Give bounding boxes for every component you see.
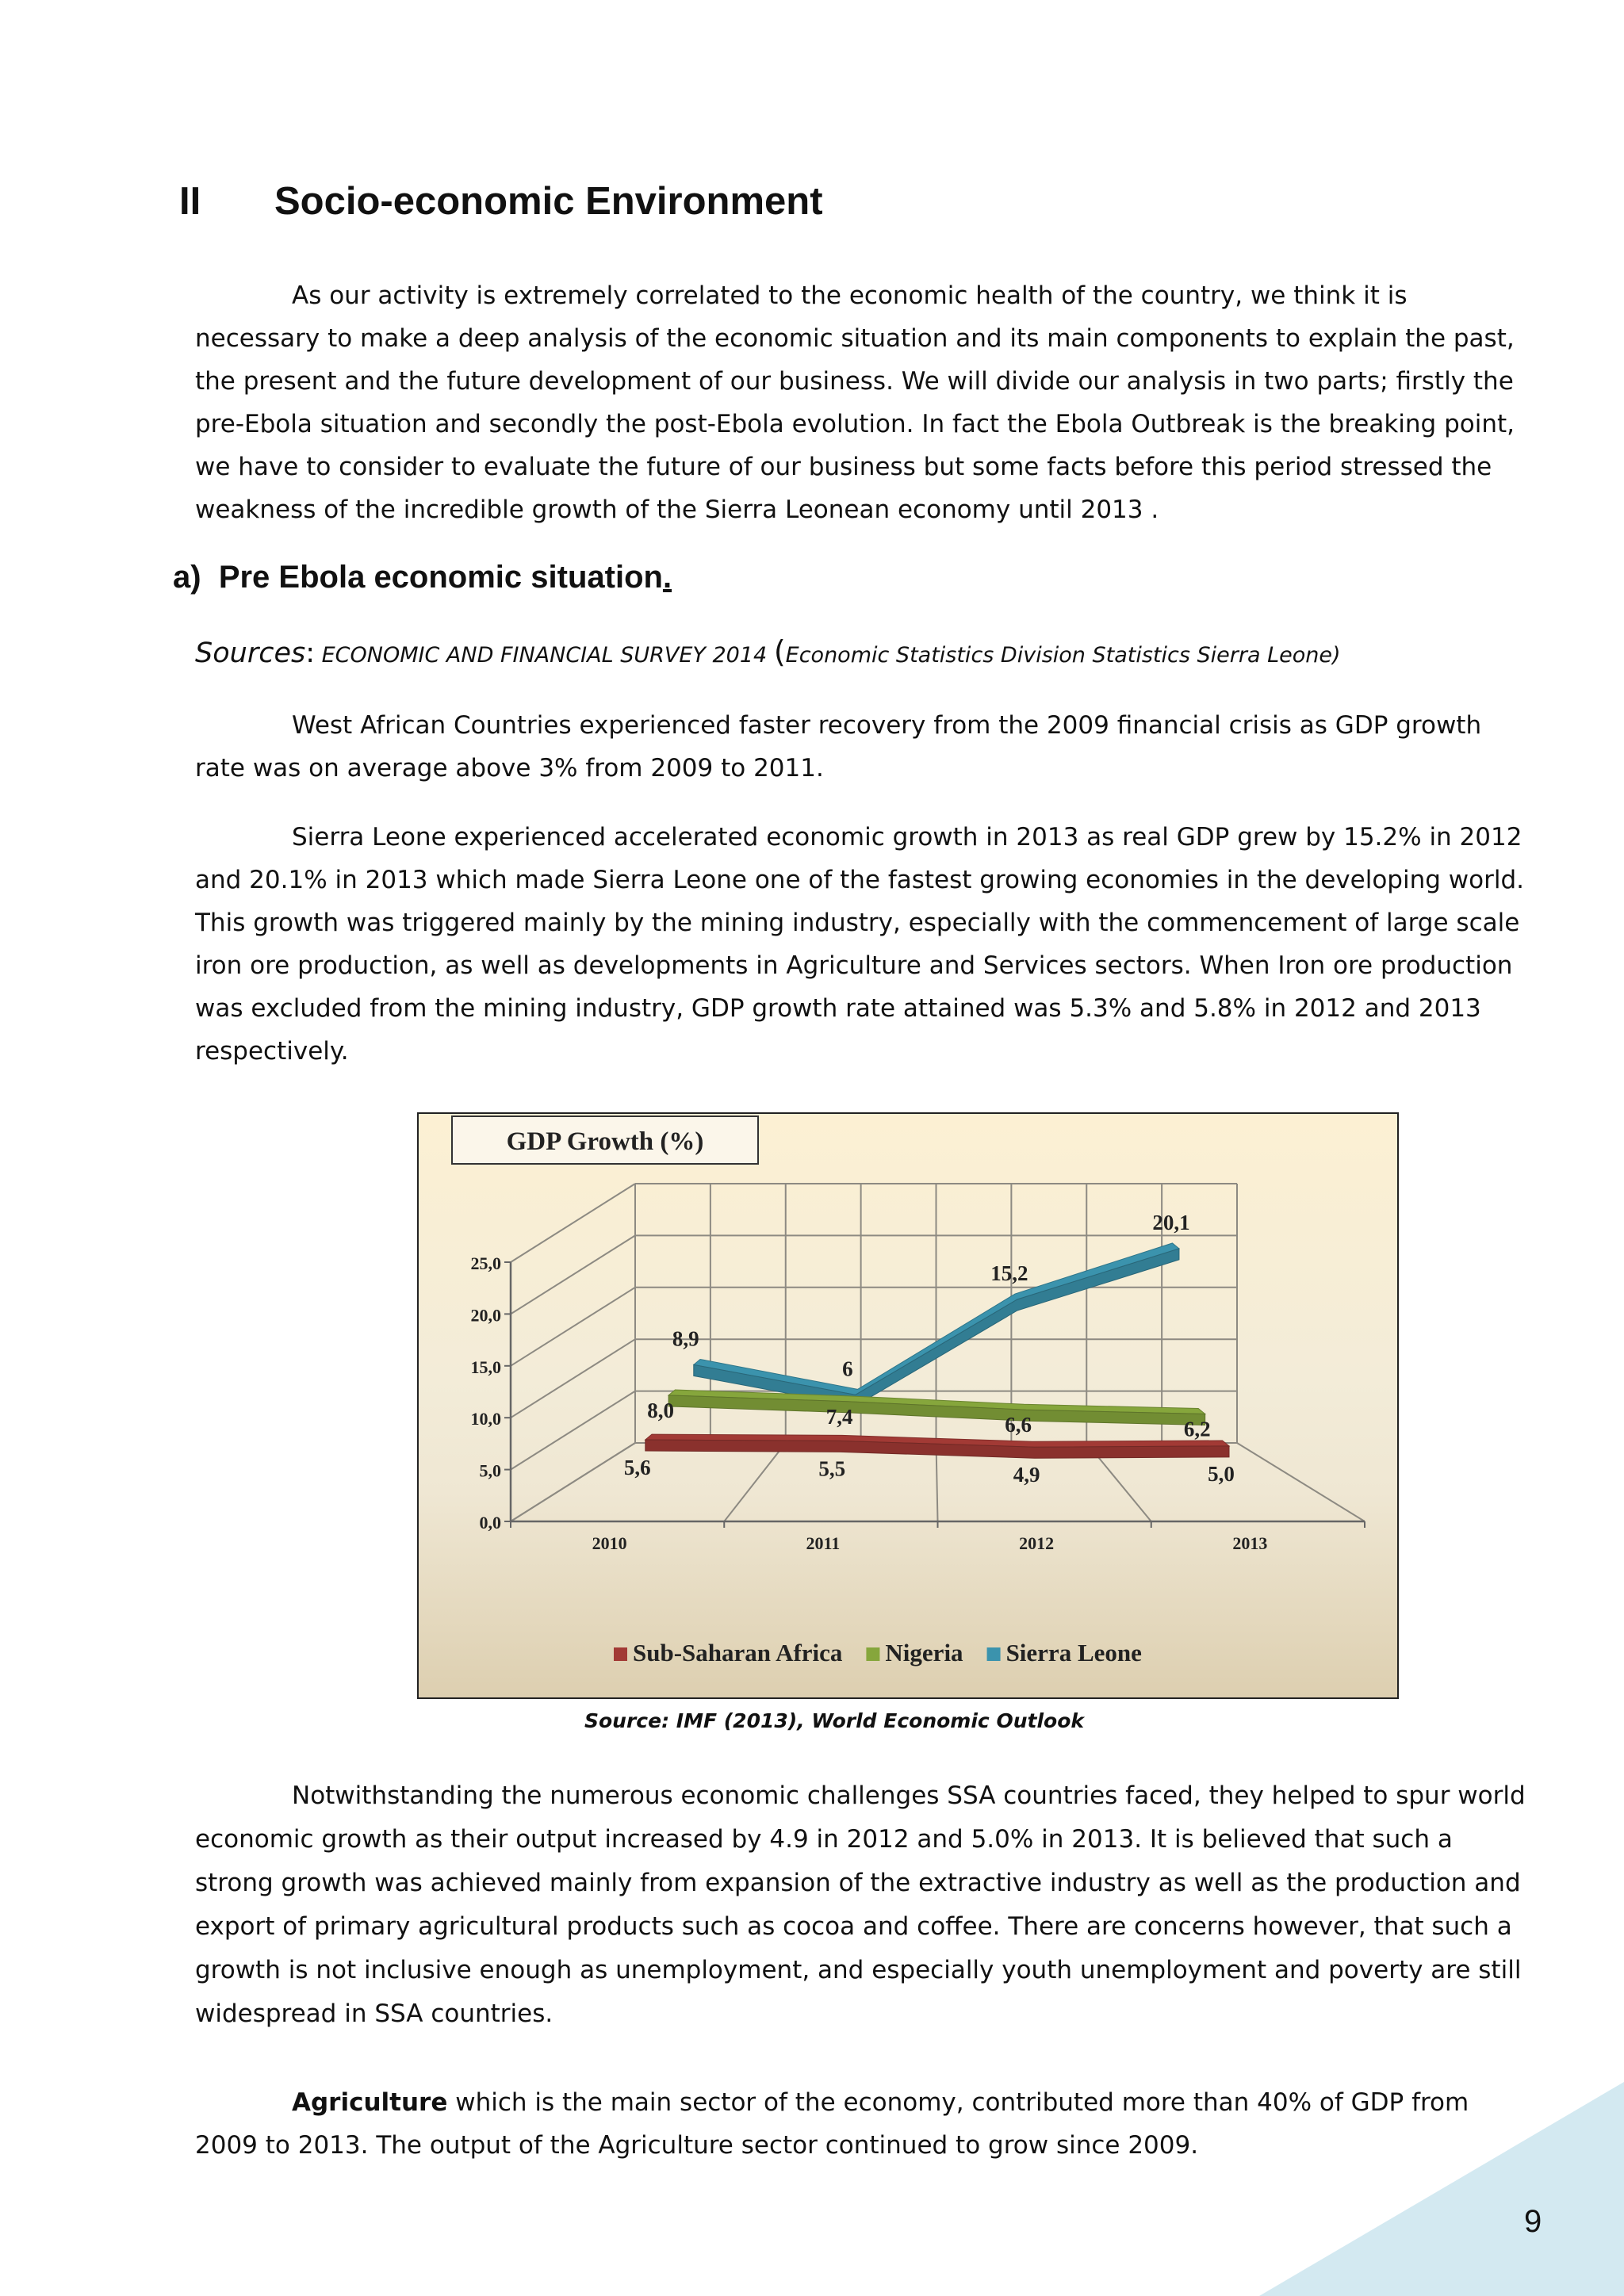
chart-title: GDP Growth (%) bbox=[506, 1127, 704, 1156]
gridline-floor bbox=[511, 1443, 635, 1521]
section-number: II bbox=[179, 180, 201, 223]
gridline-side bbox=[511, 1339, 635, 1418]
data-label: 5,6 bbox=[623, 1456, 651, 1480]
gridline-side bbox=[511, 1184, 635, 1262]
data-label: 8,9 bbox=[672, 1326, 699, 1351]
gridline-side bbox=[511, 1391, 635, 1470]
chart-svg bbox=[419, 1114, 1400, 1701]
page-number: 9 bbox=[1524, 2204, 1542, 2239]
gridline-floor bbox=[724, 1443, 786, 1521]
chart-source: Source: IMF (2013), World Economic Outlook bbox=[584, 1709, 1084, 1732]
agriculture-paragraph bbox=[195, 2081, 1527, 2167]
west-africa-text: West African Countries experienced faster recovery from the 2009 financial crisis as GDP growth rate was on average above 3% from 2009 to 2011. bbox=[195, 711, 1482, 783]
data-label: 6,6 bbox=[1005, 1413, 1032, 1437]
data-label: 6,2 bbox=[1183, 1417, 1211, 1441]
data-label: 4,9 bbox=[1013, 1463, 1040, 1487]
sources-survey: ECONOMIC AND FINANCIAL SURVEY 2014 bbox=[321, 643, 768, 668]
gridline-floor bbox=[1237, 1443, 1365, 1521]
y-tick-label: 5,0 bbox=[479, 1460, 501, 1481]
x-tick-label: 2011 bbox=[806, 1533, 841, 1553]
subsection-marker: a) bbox=[173, 560, 201, 595]
sources-division: Economic Statistics Division Statistics Sierra Leone) bbox=[785, 643, 1341, 668]
gridline-side bbox=[511, 1288, 635, 1366]
data-label: 20,1 bbox=[1152, 1210, 1190, 1234]
gridline-side bbox=[511, 1235, 635, 1314]
data-label: 5,0 bbox=[1208, 1461, 1235, 1486]
gdp-growth-chart bbox=[417, 1112, 1399, 1699]
y-tick-label: 0,0 bbox=[479, 1513, 501, 1533]
ssa-text: Notwithstanding the numerous economic challenges SSA countries faced, they helped to spur world economic growth as their output increased by 4.9 in 2012 and 5.0% in 2013. It is believed that such a strong growth was achieved mainly from expansion of the extractive industry as well as the production and export of primary agricultural products such as cocoa and coffee. There are concerns however, that such a growth is not inclusive enough as unemployment, and especially youth unemployment and poverty are still widespread in SSA countries. bbox=[195, 1781, 1526, 2028]
sources-label: Sources bbox=[195, 637, 306, 669]
legend-label: Sub-Saharan Africa bbox=[633, 1639, 843, 1667]
sources-paren: ( bbox=[773, 634, 786, 669]
west-africa-paragraph bbox=[195, 704, 1527, 790]
legend-label: Sierra Leone bbox=[1005, 1639, 1142, 1667]
subsection-title: Pre Ebola economic situation bbox=[218, 560, 663, 595]
agriculture-text: which is the main sector of the economy, contributed more than 40% of GDP from 2009 to 2013. The output of the Agriculture sector continued to grow since 2009. bbox=[195, 2088, 1469, 2160]
sources-colon: : bbox=[305, 637, 316, 669]
sierra-leone-paragraph bbox=[195, 816, 1527, 1073]
sierra-leone-text: Sierra Leone experienced accelerated economic growth in 2013 as real GDP grew by 15.2% in 2012 and 20.1% in 2013 which made Sierra Leone one of the fastest growing economies in the developing world. This growth was triggered mainly by the mining industry, especially with the commencement of large scale iron ore production, as well as developments in Agriculture and Services sectors. When Iron ore production was excluded from the mining industry, GDP growth rate attained was 5.3% and 5.8% in 2012 and 2013 respectively. bbox=[195, 823, 1524, 1066]
legend-swatch bbox=[866, 1647, 879, 1661]
y-tick-label: 25,0 bbox=[470, 1253, 501, 1273]
legend-label: Nigeria bbox=[885, 1639, 963, 1667]
legend-swatch bbox=[614, 1647, 627, 1661]
x-tick-label: 2010 bbox=[592, 1533, 627, 1553]
sources-line bbox=[195, 634, 1341, 669]
y-tick-label: 20,0 bbox=[470, 1305, 501, 1326]
ssa-paragraph bbox=[195, 1774, 1527, 2036]
legend-swatch bbox=[987, 1647, 1001, 1661]
data-label: 6 bbox=[842, 1357, 853, 1381]
subsection-trailing: . bbox=[662, 560, 672, 595]
agriculture-bold: Agriculture bbox=[292, 2088, 448, 2117]
data-label: 7,4 bbox=[825, 1404, 853, 1429]
intro-text: As our activity is extremely correlated to the economic health of the country, we think it is necessary to make a deep analysis of the economic situation and its main components to explain the past, the present and the future development of our business. We will divide our analysis in two parts; firstly the pre-Ebola situation and secondly the post-Ebola evolution. In fact the Ebola Outbreak is the breaking point, we have to consider to evaluate the future of our business but some facts before this period stressed the weakness of the incredible growth of the Sierra Leonean economy until 2013 . bbox=[195, 281, 1515, 524]
data-label: 5,5 bbox=[818, 1456, 846, 1481]
subsection-heading bbox=[173, 560, 672, 595]
data-label: 8,0 bbox=[647, 1398, 674, 1422]
y-tick-label: 10,0 bbox=[470, 1409, 501, 1429]
data-label: 15,2 bbox=[990, 1261, 1028, 1286]
x-tick-label: 2012 bbox=[1019, 1533, 1055, 1553]
section-heading bbox=[179, 179, 823, 224]
x-tick-label: 2013 bbox=[1232, 1533, 1268, 1553]
intro-paragraph bbox=[195, 274, 1527, 531]
y-tick-label: 15,0 bbox=[470, 1357, 501, 1377]
section-title: Socio-economic Environment bbox=[274, 180, 823, 223]
